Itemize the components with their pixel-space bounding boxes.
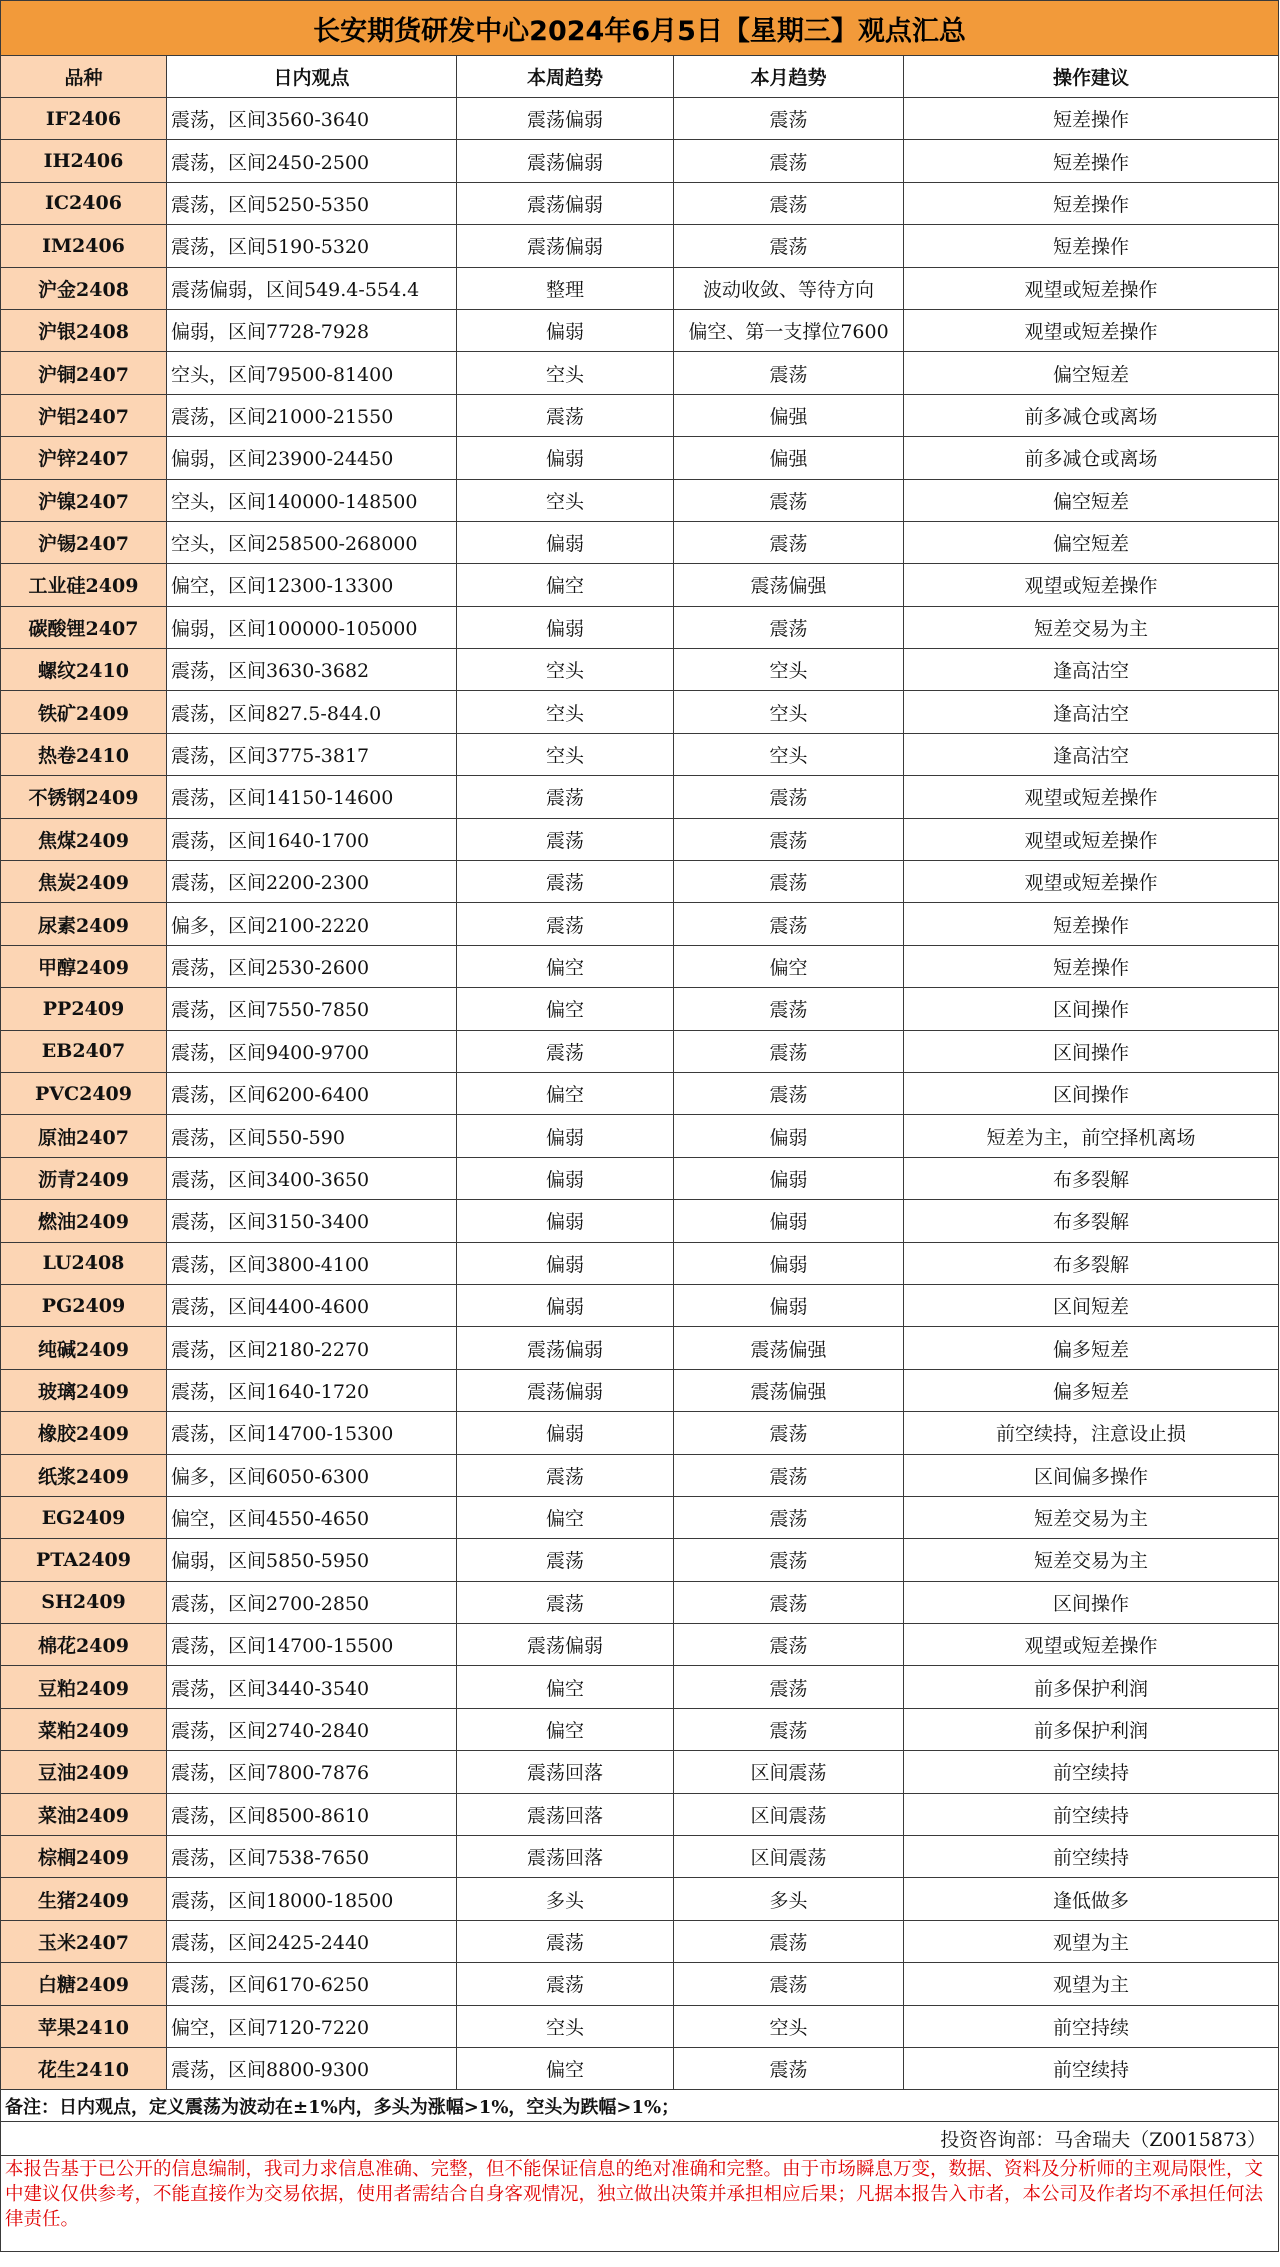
advice-cell: 前多保护利润 <box>904 1708 1279 1750</box>
intraday-view-cell: 震荡，区间827.5-844.0 <box>167 691 457 733</box>
table-row <box>1 606 1279 648</box>
intraday-view-cell: 震荡，区间2530-2600 <box>167 945 457 987</box>
advice-cell: 偏多短差 <box>904 1327 1279 1369</box>
advice-cell: 观望为主 <box>904 1920 1279 1962</box>
variety-cell: 沪铝2407 <box>1 394 167 436</box>
table-row <box>1 182 1279 224</box>
advice-cell: 短差交易为主 <box>904 1539 1279 1581</box>
advice-cell: 前空持续 <box>904 2005 1279 2047</box>
week-trend-cell: 空头 <box>457 2005 674 2047</box>
table-row <box>1 437 1279 479</box>
week-trend-cell: 震荡回落 <box>457 1751 674 1793</box>
advice-cell: 区间操作 <box>904 988 1279 1030</box>
week-trend-cell: 偏空 <box>457 1708 674 1750</box>
table-row <box>1 1878 1279 1920</box>
week-trend-cell: 多头 <box>457 1878 674 1920</box>
table-row <box>1 564 1279 606</box>
variety-cell: 棉花2409 <box>1 1624 167 1666</box>
variety-cell: EB2407 <box>1 1030 167 1072</box>
month-trend-cell: 震荡 <box>674 140 904 182</box>
variety-cell: 菜粕2409 <box>1 1708 167 1750</box>
advice-cell: 前多减仓或离场 <box>904 394 1279 436</box>
intraday-view-cell: 震荡，区间6170-6250 <box>167 1963 457 2005</box>
month-trend-cell: 震荡 <box>674 861 904 903</box>
table-row <box>1 1412 1279 1454</box>
month-trend-cell: 震荡偏强 <box>674 1369 904 1411</box>
variety-cell: 豆粕2409 <box>1 1666 167 1708</box>
variety-cell: 纯碱2409 <box>1 1327 167 1369</box>
table-row <box>1 1836 1279 1878</box>
intraday-view-cell: 震荡，区间2700-2850 <box>167 1581 457 1623</box>
week-trend-cell: 震荡偏弱 <box>457 1369 674 1411</box>
column-header-advice: 操作建议 <box>904 56 1279 98</box>
week-trend-cell: 震荡偏弱 <box>457 140 674 182</box>
week-trend-cell: 震荡 <box>457 1454 674 1496</box>
month-trend-cell: 波动收敛、等待方向 <box>674 267 904 309</box>
intraday-view-cell: 偏弱，区间23900-24450 <box>167 437 457 479</box>
advice-cell: 区间操作 <box>904 1030 1279 1072</box>
variety-cell: 沥青2409 <box>1 1157 167 1199</box>
advice-cell: 观望或短差操作 <box>904 267 1279 309</box>
month-trend-cell: 区间震荡 <box>674 1836 904 1878</box>
week-trend-cell: 偏弱 <box>457 1284 674 1326</box>
intraday-view-cell: 震荡，区间2180-2270 <box>167 1327 457 1369</box>
variety-cell: 铁矿2409 <box>1 691 167 733</box>
advice-cell: 偏空短差 <box>904 479 1279 521</box>
table-row <box>1 140 1279 182</box>
variety-cell: 焦煤2409 <box>1 818 167 860</box>
week-trend-cell: 震荡回落 <box>457 1836 674 1878</box>
month-trend-cell: 空头 <box>674 691 904 733</box>
intraday-view-cell: 震荡，区间2450-2500 <box>167 140 457 182</box>
intraday-view-cell: 偏弱，区间7728-7928 <box>167 309 457 351</box>
variety-cell: EG2409 <box>1 1496 167 1538</box>
variety-cell: 玉米2407 <box>1 1920 167 1962</box>
table-row <box>1 309 1279 351</box>
variety-cell: 沪金2408 <box>1 267 167 309</box>
week-trend-cell: 震荡 <box>457 1920 674 1962</box>
table-row <box>1 691 1279 733</box>
variety-cell: 橡胶2409 <box>1 1412 167 1454</box>
month-trend-cell: 震荡 <box>674 1624 904 1666</box>
intraday-view-cell: 震荡，区间14150-14600 <box>167 776 457 818</box>
table-row <box>1 394 1279 436</box>
title-row <box>1 1 1279 56</box>
variety-cell: IF2406 <box>1 98 167 140</box>
intraday-view-cell: 震荡偏弱，区间549.4-554.4 <box>167 267 457 309</box>
intraday-view-cell: 震荡，区间2425-2440 <box>167 1920 457 1962</box>
intraday-view-cell: 偏空，区间12300-13300 <box>167 564 457 606</box>
table-row <box>1 1030 1279 1072</box>
month-trend-cell: 震荡 <box>674 1072 904 1114</box>
month-trend-cell: 震荡 <box>674 1920 904 1962</box>
week-trend-cell: 偏空 <box>457 1496 674 1538</box>
week-trend-cell: 空头 <box>457 691 674 733</box>
variety-cell: 碳酸锂2407 <box>1 606 167 648</box>
table-row <box>1 776 1279 818</box>
month-trend-cell: 震荡 <box>674 1030 904 1072</box>
advice-cell: 前空续持，注意设止损 <box>904 1412 1279 1454</box>
intraday-view-cell: 偏弱，区间5850-5950 <box>167 1539 457 1581</box>
table-row <box>1 1666 1279 1708</box>
week-trend-cell: 偏弱 <box>457 1242 674 1284</box>
intraday-view-cell: 震荡，区间6200-6400 <box>167 1072 457 1114</box>
advice-cell: 区间偏多操作 <box>904 1454 1279 1496</box>
advice-cell: 短差操作 <box>904 98 1279 140</box>
month-trend-cell: 震荡 <box>674 1539 904 1581</box>
intraday-view-cell: 空头，区间140000-148500 <box>167 479 457 521</box>
variety-cell: 沪银2408 <box>1 309 167 351</box>
month-trend-cell: 区间震荡 <box>674 1793 904 1835</box>
table-row <box>1 1920 1279 1962</box>
month-trend-cell: 震荡偏强 <box>674 564 904 606</box>
intraday-view-cell: 震荡，区间5190-5320 <box>167 225 457 267</box>
advice-cell: 偏空短差 <box>904 352 1279 394</box>
week-trend-cell: 空头 <box>457 733 674 775</box>
week-trend-cell: 偏空 <box>457 988 674 1030</box>
month-trend-cell: 空头 <box>674 2005 904 2047</box>
month-trend-cell: 震荡 <box>674 1666 904 1708</box>
header-row <box>1 56 1279 98</box>
intraday-view-cell: 震荡，区间4400-4600 <box>167 1284 457 1326</box>
column-header-variety: 品种 <box>1 56 167 98</box>
advice-cell: 观望或短差操作 <box>904 776 1279 818</box>
month-trend-cell: 震荡 <box>674 903 904 945</box>
week-trend-cell: 空头 <box>457 352 674 394</box>
table-row <box>1 1751 1279 1793</box>
week-trend-cell: 偏弱 <box>457 1200 674 1242</box>
table-row <box>1 1708 1279 1750</box>
variety-cell: 白糖2409 <box>1 1963 167 2005</box>
month-trend-cell: 震荡 <box>674 1454 904 1496</box>
table-row <box>1 649 1279 691</box>
table-row <box>1 2005 1279 2047</box>
month-trend-cell: 偏空 <box>674 945 904 987</box>
intraday-view-cell: 震荡，区间7550-7850 <box>167 988 457 1030</box>
table-row <box>1 98 1279 140</box>
month-trend-cell: 震荡 <box>674 352 904 394</box>
week-trend-cell: 偏空 <box>457 1666 674 1708</box>
intraday-view-cell: 震荡，区间3775-3817 <box>167 733 457 775</box>
advice-cell: 前空续持 <box>904 1793 1279 1835</box>
intraday-view-cell: 震荡，区间1640-1720 <box>167 1369 457 1411</box>
month-trend-cell: 震荡 <box>674 98 904 140</box>
variety-cell: 甲醇2409 <box>1 945 167 987</box>
table-row <box>1 733 1279 775</box>
advice-cell: 前空续持 <box>904 1751 1279 1793</box>
note-row <box>1 2090 1279 2122</box>
variety-cell: IH2406 <box>1 140 167 182</box>
advice-cell: 布多裂解 <box>904 1157 1279 1199</box>
variety-cell: 菜油2409 <box>1 1793 167 1835</box>
intraday-view-cell: 震荡，区间3400-3650 <box>167 1157 457 1199</box>
advice-cell: 短差为主，前空择机离场 <box>904 1115 1279 1157</box>
table-footer <box>1 2090 1279 2252</box>
month-trend-cell: 震荡 <box>674 182 904 224</box>
week-trend-cell: 震荡 <box>457 818 674 860</box>
disclaimer-row <box>1 2156 1279 2252</box>
month-trend-cell: 震荡 <box>674 1496 904 1538</box>
advice-cell: 布多裂解 <box>904 1242 1279 1284</box>
intraday-view-cell: 震荡，区间7538-7650 <box>167 1836 457 1878</box>
week-trend-cell: 震荡偏弱 <box>457 1327 674 1369</box>
week-trend-cell: 偏空 <box>457 564 674 606</box>
week-trend-cell: 偏空 <box>457 2047 674 2089</box>
variety-cell: 尿素2409 <box>1 903 167 945</box>
month-trend-cell: 偏弱 <box>674 1284 904 1326</box>
variety-cell: 玻璃2409 <box>1 1369 167 1411</box>
week-trend-cell: 偏弱 <box>457 1115 674 1157</box>
intraday-view-cell: 震荡，区间2200-2300 <box>167 861 457 903</box>
month-trend-cell: 空头 <box>674 733 904 775</box>
variety-cell: IM2406 <box>1 225 167 267</box>
variety-cell: LU2408 <box>1 1242 167 1284</box>
report-title: 长安期货研发中心2024年6月5日【星期三】观点汇总 <box>1 1 1279 56</box>
week-trend-cell: 偏弱 <box>457 1157 674 1199</box>
advice-cell: 区间操作 <box>904 1072 1279 1114</box>
month-trend-cell: 偏强 <box>674 437 904 479</box>
week-trend-cell: 偏空 <box>457 945 674 987</box>
intraday-view-cell: 震荡，区间2740-2840 <box>167 1708 457 1750</box>
intraday-view-cell: 偏多，区间6050-6300 <box>167 1454 457 1496</box>
intraday-view-cell: 偏空，区间4550-4650 <box>167 1496 457 1538</box>
table-row <box>1 352 1279 394</box>
intraday-view-cell: 偏多，区间2100-2220 <box>167 903 457 945</box>
advice-cell: 短差操作 <box>904 945 1279 987</box>
intraday-view-cell: 震荡，区间7800-7876 <box>167 1751 457 1793</box>
advice-cell: 前空续持 <box>904 2047 1279 2089</box>
note-text: 备注：日内观点，定义震荡为波动在±1%内，多头为涨幅>1%，空头为跌幅>1%； <box>1 2090 1279 2122</box>
table-row <box>1 945 1279 987</box>
table-row <box>1 1581 1279 1623</box>
variety-cell: 燃油2409 <box>1 1200 167 1242</box>
week-trend-cell: 震荡 <box>457 1963 674 2005</box>
intraday-view-cell: 空头，区间79500-81400 <box>167 352 457 394</box>
week-trend-cell: 震荡 <box>457 903 674 945</box>
variety-cell: 沪铜2407 <box>1 352 167 394</box>
table-row <box>1 1200 1279 1242</box>
advice-cell: 观望或短差操作 <box>904 861 1279 903</box>
advice-cell: 观望或短差操作 <box>904 818 1279 860</box>
variety-cell: PP2409 <box>1 988 167 1030</box>
advice-cell: 偏多短差 <box>904 1369 1279 1411</box>
intraday-view-cell: 偏空，区间7120-7220 <box>167 2005 457 2047</box>
advice-cell: 观望或短差操作 <box>904 309 1279 351</box>
week-trend-cell: 偏弱 <box>457 521 674 563</box>
month-trend-cell: 震荡偏强 <box>674 1327 904 1369</box>
table-row <box>1 1284 1279 1326</box>
intraday-view-cell: 震荡，区间3560-3640 <box>167 98 457 140</box>
intraday-view-cell: 震荡，区间550-590 <box>167 1115 457 1157</box>
month-trend-cell: 震荡 <box>674 1708 904 1750</box>
month-trend-cell: 偏弱 <box>674 1242 904 1284</box>
advice-cell: 前空续持 <box>904 1836 1279 1878</box>
table-row <box>1 1624 1279 1666</box>
intraday-view-cell: 空头，区间258500-268000 <box>167 521 457 563</box>
advice-cell: 短差操作 <box>904 903 1279 945</box>
advice-cell: 短差操作 <box>904 182 1279 224</box>
variety-cell: 沪锡2407 <box>1 521 167 563</box>
variety-cell: PVC2409 <box>1 1072 167 1114</box>
variety-cell: 沪镍2407 <box>1 479 167 521</box>
advice-cell: 短差交易为主 <box>904 606 1279 648</box>
intraday-view-cell: 震荡，区间9400-9700 <box>167 1030 457 1072</box>
table-row <box>1 1327 1279 1369</box>
intraday-view-cell: 震荡，区间14700-15500 <box>167 1624 457 1666</box>
table-row <box>1 903 1279 945</box>
table-row <box>1 1157 1279 1199</box>
variety-cell: 原油2407 <box>1 1115 167 1157</box>
month-trend-cell: 偏空、第一支撑位7600 <box>674 309 904 351</box>
month-trend-cell: 多头 <box>674 1878 904 1920</box>
table-row <box>1 267 1279 309</box>
column-header-week-trend: 本周趋势 <box>457 56 674 98</box>
month-trend-cell: 震荡 <box>674 606 904 648</box>
advice-cell: 观望或短差操作 <box>904 1624 1279 1666</box>
table-row <box>1 225 1279 267</box>
variety-cell: SH2409 <box>1 1581 167 1623</box>
table-row <box>1 1496 1279 1538</box>
advice-cell: 短差交易为主 <box>904 1496 1279 1538</box>
contact-row <box>1 2122 1279 2156</box>
variety-cell: 苹果2410 <box>1 2005 167 2047</box>
intraday-view-cell: 震荡，区间14700-15300 <box>167 1412 457 1454</box>
week-trend-cell: 震荡偏弱 <box>457 1624 674 1666</box>
week-trend-cell: 震荡 <box>457 1539 674 1581</box>
table-row <box>1 1963 1279 2005</box>
advice-cell: 布多裂解 <box>904 1200 1279 1242</box>
variety-cell: 热卷2410 <box>1 733 167 775</box>
table-row <box>1 1072 1279 1114</box>
advice-cell: 短差操作 <box>904 225 1279 267</box>
variety-cell: 不锈钢2409 <box>1 776 167 818</box>
table-row <box>1 1793 1279 1835</box>
advice-cell: 前多保护利润 <box>904 1666 1279 1708</box>
table-row <box>1 521 1279 563</box>
week-trend-cell: 偏空 <box>457 1072 674 1114</box>
month-trend-cell: 震荡 <box>674 521 904 563</box>
week-trend-cell: 震荡 <box>457 394 674 436</box>
week-trend-cell: 偏弱 <box>457 437 674 479</box>
advice-cell: 区间短差 <box>904 1284 1279 1326</box>
month-trend-cell: 空头 <box>674 649 904 691</box>
variety-cell: 工业硅2409 <box>1 564 167 606</box>
advice-cell: 区间操作 <box>904 1581 1279 1623</box>
variety-cell: 生猪2409 <box>1 1878 167 1920</box>
week-trend-cell: 震荡偏弱 <box>457 182 674 224</box>
table-row <box>1 2047 1279 2089</box>
week-trend-cell: 震荡 <box>457 1581 674 1623</box>
advice-cell: 逢低做多 <box>904 1878 1279 1920</box>
week-trend-cell: 偏弱 <box>457 309 674 351</box>
month-trend-cell: 震荡 <box>674 225 904 267</box>
variety-cell: 花生2410 <box>1 2047 167 2089</box>
month-trend-cell: 偏弱 <box>674 1115 904 1157</box>
variety-cell: 焦炭2409 <box>1 861 167 903</box>
variety-cell: 沪锌2407 <box>1 437 167 479</box>
intraday-view-cell: 震荡，区间18000-18500 <box>167 1878 457 1920</box>
week-trend-cell: 震荡偏弱 <box>457 225 674 267</box>
week-trend-cell: 偏弱 <box>457 1412 674 1454</box>
month-trend-cell: 震荡 <box>674 776 904 818</box>
week-trend-cell: 震荡回落 <box>457 1793 674 1835</box>
variety-cell: PTA2409 <box>1 1539 167 1581</box>
month-trend-cell: 震荡 <box>674 1963 904 2005</box>
variety-cell: 纸浆2409 <box>1 1454 167 1496</box>
advice-cell: 观望或短差操作 <box>904 564 1279 606</box>
week-trend-cell: 空头 <box>457 649 674 691</box>
intraday-view-cell: 震荡，区间8500-8610 <box>167 1793 457 1835</box>
week-trend-cell: 震荡 <box>457 1030 674 1072</box>
advice-cell: 偏空短差 <box>904 521 1279 563</box>
variety-cell: 棕榈2409 <box>1 1836 167 1878</box>
column-header-month-trend: 本月趋势 <box>674 56 904 98</box>
intraday-view-cell: 震荡，区间3150-3400 <box>167 1200 457 1242</box>
table-row <box>1 1115 1279 1157</box>
contact-text: 投资咨询部：马舍瑞夫（Z0015873） <box>1 2122 1279 2156</box>
month-trend-cell: 震荡 <box>674 1412 904 1454</box>
intraday-view-cell: 偏弱，区间100000-105000 <box>167 606 457 648</box>
advice-cell: 观望为主 <box>904 1963 1279 2005</box>
advice-cell: 前多减仓或离场 <box>904 437 1279 479</box>
advice-cell: 逢高沽空 <box>904 649 1279 691</box>
intraday-view-cell: 震荡，区间8800-9300 <box>167 2047 457 2089</box>
intraday-view-cell: 震荡，区间5250-5350 <box>167 182 457 224</box>
variety-cell: IC2406 <box>1 182 167 224</box>
week-trend-cell: 空头 <box>457 479 674 521</box>
month-trend-cell: 偏强 <box>674 394 904 436</box>
intraday-view-cell: 震荡，区间3630-3682 <box>167 649 457 691</box>
week-trend-cell: 震荡 <box>457 861 674 903</box>
week-trend-cell: 整理 <box>457 267 674 309</box>
month-trend-cell: 偏弱 <box>674 1157 904 1199</box>
table-row <box>1 1242 1279 1284</box>
intraday-view-cell: 震荡，区间3800-4100 <box>167 1242 457 1284</box>
table-row <box>1 818 1279 860</box>
variety-cell: PG2409 <box>1 1284 167 1326</box>
table-row <box>1 1454 1279 1496</box>
variety-cell: 豆油2409 <box>1 1751 167 1793</box>
advice-cell: 短差操作 <box>904 140 1279 182</box>
table-body <box>1 1 1279 2090</box>
advice-cell: 逢高沽空 <box>904 691 1279 733</box>
month-trend-cell: 偏弱 <box>674 1200 904 1242</box>
month-trend-cell: 震荡 <box>674 2047 904 2089</box>
column-header-intraday: 日内观点 <box>167 56 457 98</box>
table-row <box>1 479 1279 521</box>
table-row <box>1 1539 1279 1581</box>
table-row <box>1 1369 1279 1411</box>
week-trend-cell: 震荡偏弱 <box>457 98 674 140</box>
week-trend-cell: 偏弱 <box>457 606 674 648</box>
month-trend-cell: 震荡 <box>674 1581 904 1623</box>
table-row <box>1 988 1279 1030</box>
intraday-view-cell: 震荡，区间1640-1700 <box>167 818 457 860</box>
advice-cell: 逢高沽空 <box>904 733 1279 775</box>
intraday-view-cell: 震荡，区间3440-3540 <box>167 1666 457 1708</box>
table-row <box>1 861 1279 903</box>
intraday-view-cell: 震荡，区间21000-21550 <box>167 394 457 436</box>
month-trend-cell: 震荡 <box>674 988 904 1030</box>
variety-cell: 螺纹2410 <box>1 649 167 691</box>
month-trend-cell: 区间震荡 <box>674 1751 904 1793</box>
disclaimer-text: 本报告基于已公开的信息编制，我司力求信息准确、完整，但不能保证信息的绝对准确和完整。由于市场瞬息万变，数据、资料及分析师的主观局限性，文中建议仅供参考，不能直接作为交易依据，使用者需结合自身客观情况，独立做出决策并承担相应后果；凡据本报告入市者，本公司及作者均不承担任何法律责任。 <box>1 2156 1279 2252</box>
month-trend-cell: 震荡 <box>674 818 904 860</box>
month-trend-cell: 震荡 <box>674 479 904 521</box>
week-trend-cell: 震荡 <box>457 776 674 818</box>
